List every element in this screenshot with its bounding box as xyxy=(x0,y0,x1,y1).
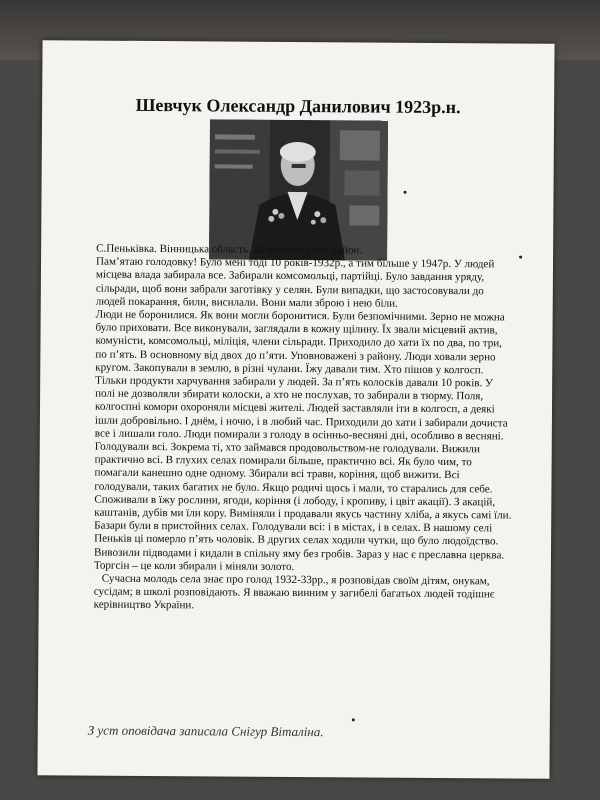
paper-speck xyxy=(404,191,407,194)
paper-speck xyxy=(352,718,355,721)
paragraph-account: Люди не боронилися. Як вони могли боронитися. Були безпомічними. Зерно не можна було приховати. Все виконували, заглядали в кожну щілину. Їх звали місцевий актив, комуністи, комсомольці, міліція, члени сільради. Приходило до хати їх по два, по три, по п’ять. В основному від двох до п’яти. Уповноважені з району. Люди ховали зерно кругом. Закопували в землю, в різні чулани. Їжу давали тим. Хто пішов у колгосп. Тільки продукти харчування забирали у людей. За п’ять колосків давали 10 років. У полі не дозволяли збирати колоски, а хто не послухав, то забирали в тюрму. Поля, колгоспні комори охороняли місцеві жителі. Людей заставляли іти в колгосп, а деякі ішли добровільно. І днём, і ночю, і в любий час. Приходили до хати і забирали дочиста все і лишали голо. Люди помирали з голоду в осінньо-весняні дні, особливо в весняні. Голодували всі. Зокрема ті, хто займався продовольством-не голодували. Вижили практично всі. В глухих селах помирали більше, практично всі. Як було чим, то помагали канешно одне одному. Збирали всі трави, коріння, щоб вижити. Всі голодували, таких багатих не було. Якщо родичі щось і мали, то старались для себе. Споживали в їжу рослини, ягоди, коріння (і лободу, і кропиву, і цвіт акації). З акацій, каштанів, дубів ми їли кору. Виміняли і продавали якусь частину хліба, а якусь самі їли. Базари були в пристойних селах. Голодували всі: і в містах, і в селах. В нашому селі Пеньків ці померло п’ять чоловік. В других селах ходили чутки, що було людоїдство. Вивозили підводами і кидали в спільну яму без гробів. Зараз у нас є преславна церква. Торгсін – це коли збирали і міняли золото. xyxy=(93,308,512,573)
document-title: Шевчук Олександр Данилович 1923р.н. xyxy=(135,94,461,118)
paper-speck xyxy=(519,256,522,259)
paragraph-conclusion: Сучасна молодь села знає про голод 1932-33рр., я розповідав своїм дітям, онукам, сусідам; в школі розповідають. Я вважаю винним у загибелі багатьох людей тодішнє керівництво України. xyxy=(93,572,495,612)
document-body xyxy=(94,243,515,616)
signature-line: З уст оповідача записала Снігур Віталіна. xyxy=(87,722,324,740)
paragraph-location: С.Пеньківка. Вінницька область. Шаргородський район. xyxy=(96,242,363,257)
paragraph-memory: Пам’ятаю голодовку! Було мені тоді 10 років-1932р., а тим більше у 1947р. У людей місцева влада забирала все. Забирали комсомольці, партійці. Було завдання уряду, сільради, щоб вони забрали заготівку у селян. Були випадки, що застосовували до людей покарання, били, висилали. Вони мали зброю і нею біли. xyxy=(95,255,495,310)
document-page xyxy=(37,40,554,779)
portrait-photo-icon xyxy=(209,119,388,260)
